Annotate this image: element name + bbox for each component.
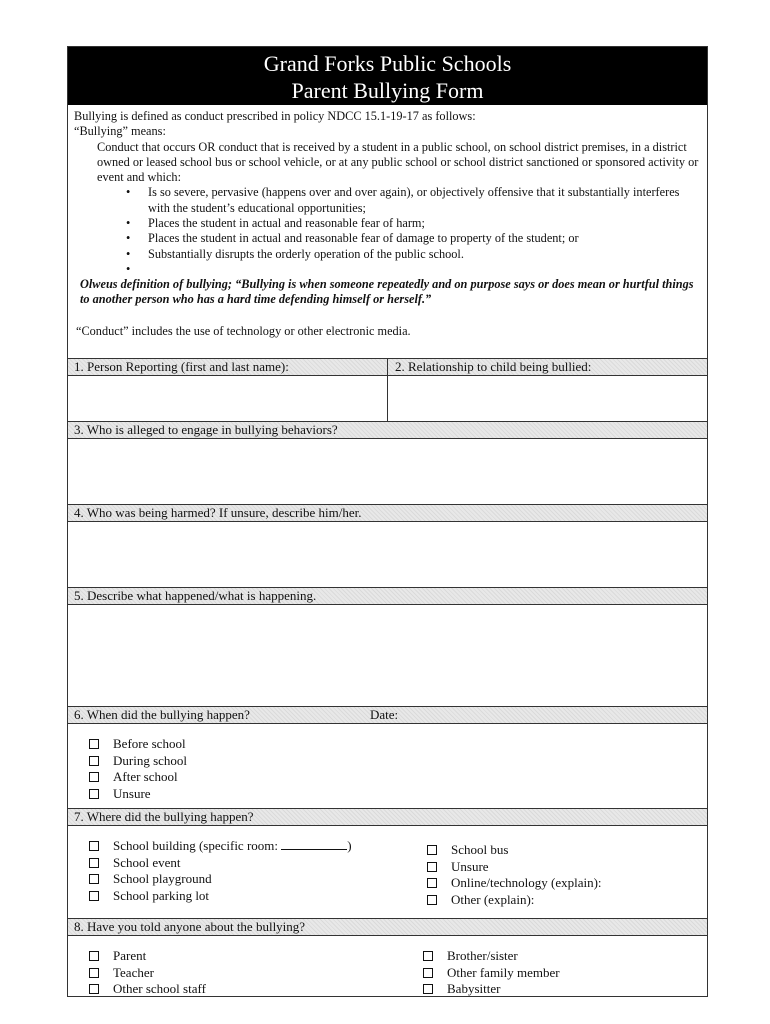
- q4-header: [68, 504, 707, 522]
- option-label: Online/technology (explain):: [451, 875, 602, 890]
- q1-q2-fields: [68, 376, 707, 421]
- option-label: Other family member: [447, 964, 560, 980]
- definition-bullet: • Places the student in actual and reasonable fear of harm;: [120, 216, 701, 231]
- checkbox[interactable]: [89, 891, 99, 901]
- definition-bullet: • Is so severe, pervasive (happens over and over again), or objectively offensive that it substantially interferes with the student’s educational opportunities;: [120, 185, 701, 216]
- olweus-definition: Olweus definition of bullying; “Bullying is when someone repeatedly and on purpose says or does mean or hurtful things to another person who has a hard time defending himself or herself.”: [80, 276, 694, 307]
- checkbox[interactable]: [89, 951, 99, 961]
- q3-label: 3. Who is alleged to engage in bullying behaviors?: [74, 422, 338, 437]
- definition-bullets: [74, 185, 701, 276]
- option-unsure[interactable]: [89, 786, 151, 803]
- description-field[interactable]: [68, 605, 707, 706]
- option-other[interactable]: [427, 892, 534, 909]
- checkbox[interactable]: [427, 862, 437, 872]
- checkbox[interactable]: [423, 951, 433, 961]
- definition-bullet: • Places the student in actual and reasonable fear of damage to property of the student; or: [120, 231, 701, 246]
- q6-label: 6. When did the bullying happen?: [74, 707, 250, 722]
- option-online-technology[interactable]: [427, 875, 602, 892]
- checkbox[interactable]: [427, 845, 437, 855]
- definition-bullet: [120, 262, 701, 277]
- option-teacher[interactable]: [89, 965, 154, 982]
- option-label: School parking lot: [113, 887, 210, 903]
- option-school-building[interactable]: [89, 838, 352, 855]
- option-label: Teacher: [113, 964, 154, 980]
- bullying-means: “Bullying” means:: [74, 124, 166, 139]
- option-label: Unsure: [113, 785, 151, 801]
- checkbox[interactable]: [89, 874, 99, 884]
- checkbox[interactable]: [89, 858, 99, 868]
- form-header: [68, 47, 707, 105]
- option-label: School building (specific room:: [113, 838, 279, 853]
- checkbox[interactable]: [427, 878, 437, 888]
- option-label: Unsure: [451, 858, 489, 874]
- checkbox[interactable]: [89, 984, 99, 994]
- q7-label: 7. Where did the bullying happen?: [74, 809, 254, 824]
- q1-label: 1. Person Reporting (first and last name):: [74, 359, 289, 374]
- q5-label: 5. Describe what happened/what is happening.: [74, 588, 317, 603]
- option-other-family-member[interactable]: [423, 965, 560, 982]
- option-label: During school: [113, 752, 188, 768]
- option-label: Other (explain):: [451, 891, 535, 907]
- policy-intro: Bullying is defined as conduct prescribed in policy NDCC 15.1-19-17 as follows:: [74, 109, 476, 123]
- q7-options: [68, 826, 707, 918]
- district-name: Grand Forks Public Schools: [263, 51, 512, 76]
- option-before-school[interactable]: [89, 736, 186, 753]
- q6-header: [68, 706, 707, 724]
- option-other-school-staff[interactable]: [89, 981, 206, 998]
- q8-header: [68, 918, 707, 936]
- checkbox[interactable]: [89, 739, 99, 749]
- bullying-form: [67, 46, 708, 997]
- q2-label: 2. Relationship to child being bullied:: [395, 359, 592, 374]
- q8-options: [68, 936, 707, 996]
- option-label: After school: [113, 769, 178, 784]
- checkbox[interactable]: [89, 789, 99, 799]
- form-title: Parent Bullying Form: [291, 78, 484, 103]
- option-label: Other school staff: [113, 981, 206, 996]
- option-after-school[interactable]: [89, 769, 178, 786]
- checkbox[interactable]: [423, 968, 433, 978]
- option-label: Parent: [113, 948, 147, 963]
- option-unsure[interactable]: [427, 859, 489, 876]
- option-during-school[interactable]: [89, 753, 187, 770]
- checkbox[interactable]: [89, 841, 99, 851]
- room-close-paren: ): [347, 838, 352, 853]
- option-parent[interactable]: [89, 948, 146, 965]
- q7-header: [68, 808, 707, 826]
- definition-bullet: • Substantially disrupts the orderly operation of the public school.: [120, 247, 701, 262]
- option-label: Before school: [113, 736, 186, 751]
- q5-header: [68, 587, 707, 605]
- q3-header: [68, 421, 707, 439]
- checkbox[interactable]: [89, 756, 99, 766]
- option-label: School playground: [113, 871, 212, 886]
- date-label: Date:: [370, 707, 399, 722]
- checkbox[interactable]: [423, 984, 433, 994]
- option-label: School bus: [451, 842, 509, 857]
- option-label: Babysitter: [447, 981, 501, 996]
- option-brother-sister[interactable]: [423, 948, 518, 965]
- option-school-parking-lot[interactable]: [89, 888, 209, 905]
- column-divider: [387, 359, 388, 375]
- conduct-note: “Conduct” includes the use of technology or other electronic media.: [76, 323, 411, 338]
- bullying-definition: [68, 105, 707, 397]
- option-label: School event: [113, 854, 181, 870]
- person-harmed-field[interactable]: [68, 522, 707, 587]
- room-blank[interactable]: [281, 838, 347, 850]
- checkbox[interactable]: [427, 895, 437, 905]
- q1-q2-header: [68, 358, 707, 376]
- checkbox[interactable]: [89, 968, 99, 978]
- option-label: Brother/sister: [447, 948, 518, 963]
- option-school-bus[interactable]: [427, 842, 508, 859]
- option-school-playground[interactable]: [89, 871, 212, 888]
- option-babysitter[interactable]: [423, 981, 500, 998]
- relationship-field[interactable]: [388, 376, 707, 421]
- alleged-bully-field[interactable]: [68, 439, 707, 504]
- person-reporting-field[interactable]: [68, 376, 387, 421]
- checkbox[interactable]: [89, 772, 99, 782]
- conduct-definition: Conduct that occurs OR conduct that is received by a student in a public school, on school district premises, in a district owned or leased school bus or school vehicle, or at any public school or school district sanctioned or sponsored activity or event and which:: [97, 139, 699, 185]
- q8-label: 8. Have you told anyone about the bullying?: [74, 919, 306, 934]
- q6-options: [68, 724, 707, 808]
- option-school-event[interactable]: [89, 855, 181, 872]
- q4-label: 4. Who was being harmed? If unsure, describe him/her.: [74, 505, 362, 520]
